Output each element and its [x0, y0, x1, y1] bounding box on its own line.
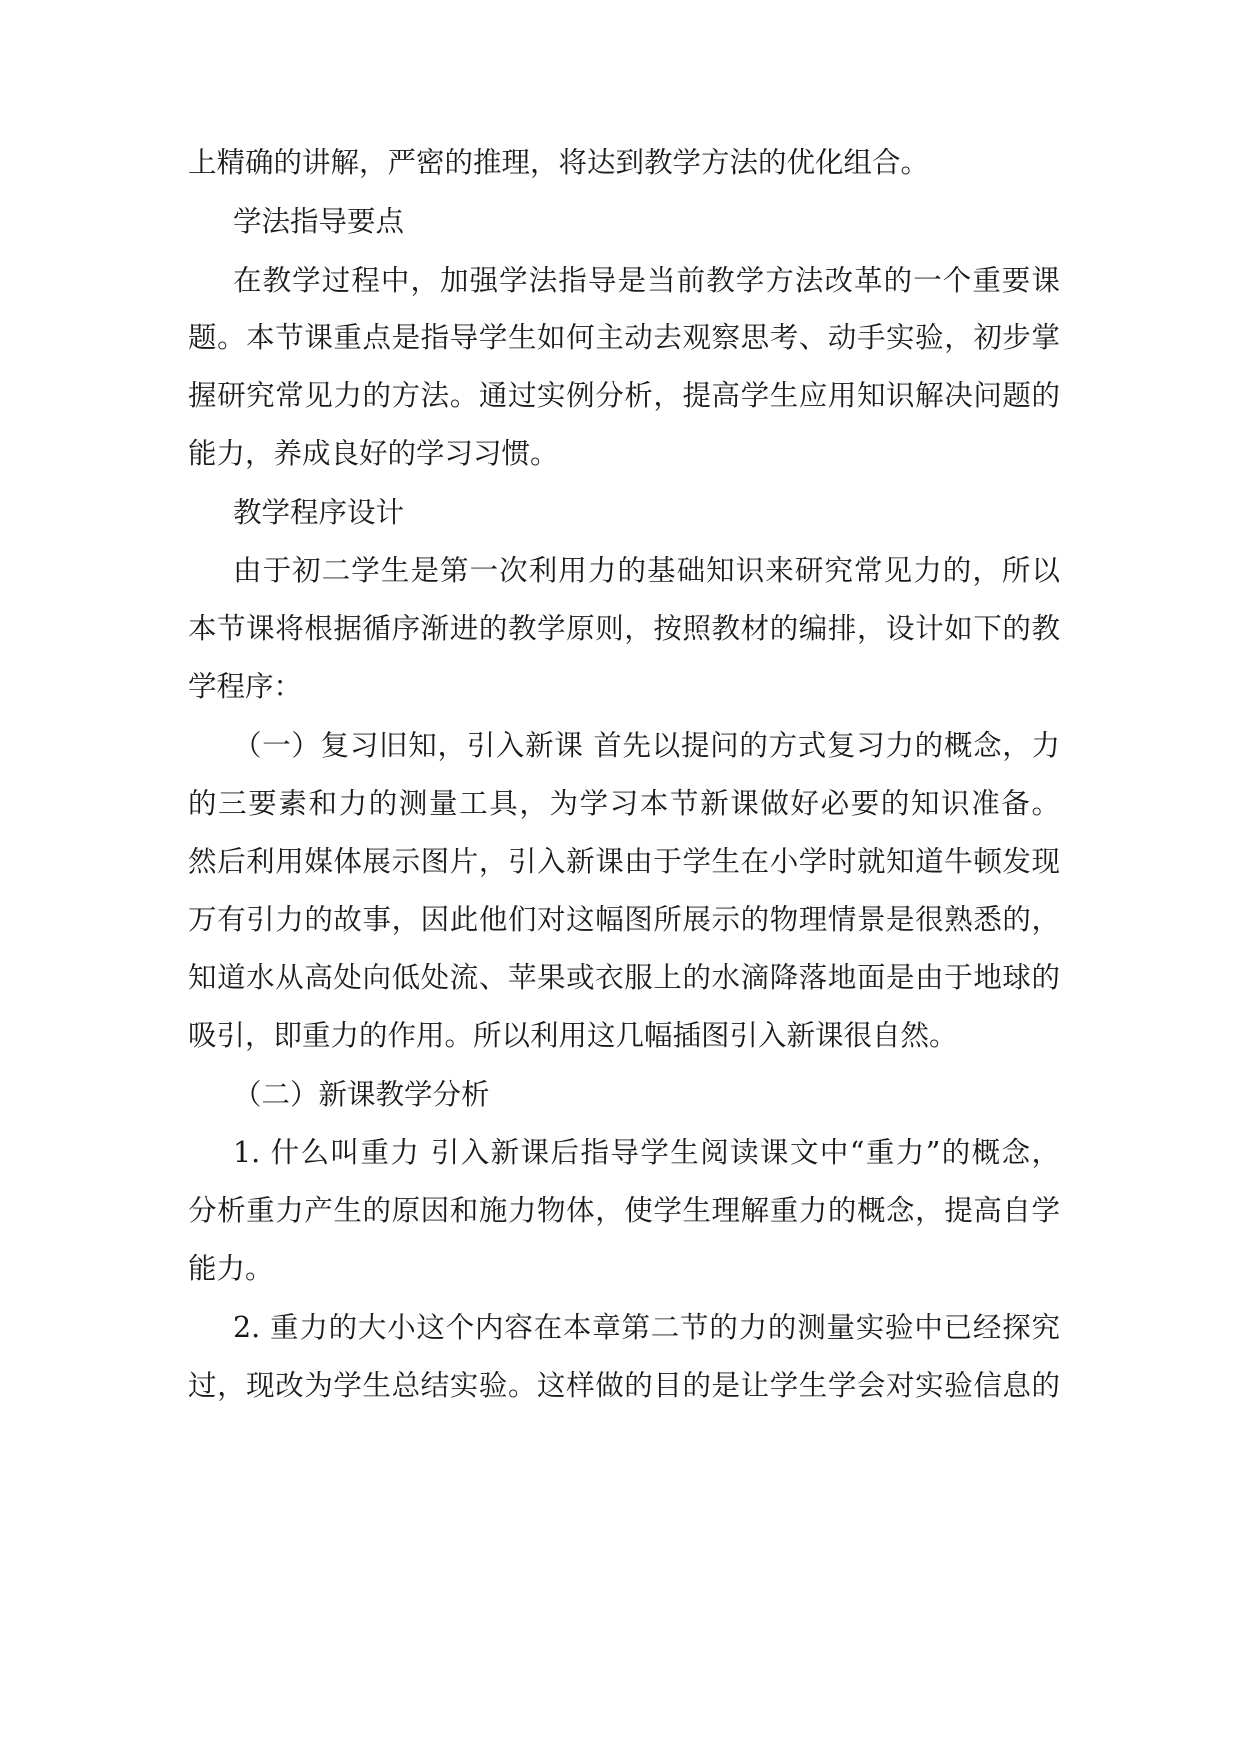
paragraph-line: 在教学过程中，加强学法指导是当前教学方法改革的一个重要课	[233, 264, 1060, 297]
paragraph-line: 学程序：	[188, 670, 303, 703]
section-heading-teaching-procedure: 教学程序设计	[233, 496, 405, 529]
paragraph-line: 然后利用媒体展示图片，引入新课由于学生在小学时就知道牛顿发现	[188, 845, 1060, 878]
section-heading-new-lesson-analysis: （二）新课教学分析	[233, 1078, 490, 1111]
section-heading-study-method: 学法指导要点	[233, 205, 405, 238]
paragraph-line: 能力，养成良好的学习习惯。	[188, 437, 559, 470]
paragraph-line: 1. 什么叫重力 引入新课后指导学生阅读课文中“重力”的概念，	[233, 1136, 1060, 1169]
paragraph-line: 握研究常见力的方法。通过实例分析，提高学生应用知识解决问题的	[188, 379, 1060, 412]
paragraph-line: 吸引，即重力的作用。所以利用这几幅插图引入新课很自然。	[188, 1019, 958, 1052]
paragraph-line: 万有引力的故事，因此他们对这幅图所展示的物理情景是很熟悉的，	[188, 903, 1060, 936]
paragraph-line: （一）复习旧知，引入新课 首先以提问的方式复习力的概念，力	[233, 729, 1060, 762]
paragraph-line: 2. 重力的大小这个内容在本章第二节的力的测量实验中已经探究	[233, 1311, 1060, 1344]
paragraph-line: 由于初二学生是第一次利用力的基础知识来研究常见力的，所以	[233, 554, 1060, 587]
paragraph-line: 上精确的讲解，严密的推理，将达到教学方法的优化组合。	[188, 146, 930, 179]
paragraph-line: 能力。	[188, 1252, 274, 1285]
paragraph-line: 的三要素和力的测量工具，为学习本节新课做好必要的知识准备。	[188, 787, 1060, 820]
paragraph-line: 分析重力产生的原因和施力物体，使学生理解重力的概念，提高自学	[188, 1194, 1060, 1227]
paragraph-line: 过，现改为学生总结实验。这样做的目的是让学生学会对实验信息的	[188, 1369, 1060, 1402]
paragraph-line: 本节课将根据循序渐进的教学原则，按照教材的编排，设计如下的教	[188, 612, 1060, 645]
paragraph-line: 知道水从高处向低处流、苹果或衣服上的水滴降落地面是由于地球的	[188, 961, 1060, 994]
paragraph-line: 题。本节课重点是指导学生如何主动去观察思考、动手实验，初步掌	[188, 321, 1060, 354]
